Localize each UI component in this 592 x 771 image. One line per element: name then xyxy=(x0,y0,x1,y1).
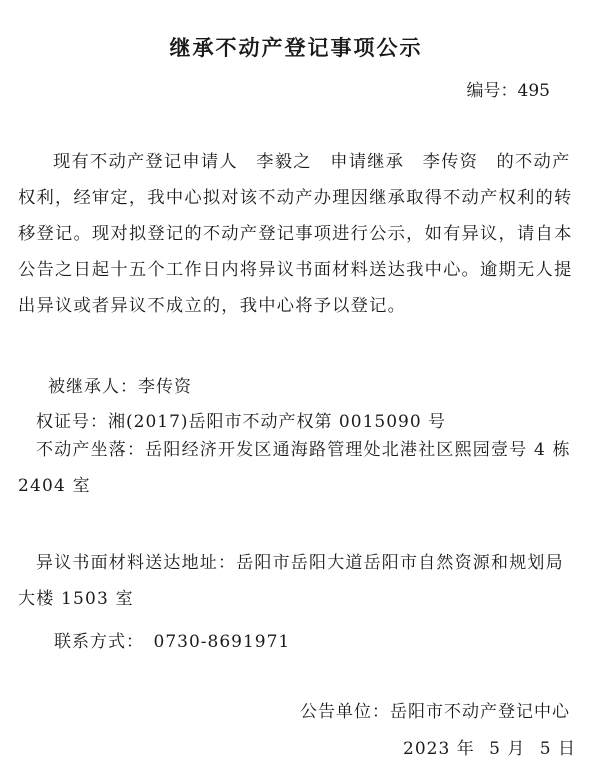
contact-line: 联系方式： 0730-8691971 xyxy=(54,632,291,652)
notice-number-label: 编号： xyxy=(466,81,518,101)
property-location: 不动产坐落：岳阳经济开发区通海路管理处北港社区熙园壹号 4 栋 2404 室 xyxy=(18,440,571,496)
notice-body: 现有不动产登记申请人 李毅之 申请继承 李传资 的不动产权利，经审定，我中心拟对该不动产办理因继承取得不动产权利的转移登记。现对拟登记的不动产登记事项进行公示，如有异议，请自本公告之日起十五个工作日内将异议书面材料送达我中心。逾期无人提出异议或者异议不成立的，我中心将予以登记。 xyxy=(18,152,573,316)
notice-number xyxy=(467,76,550,101)
date-month: 5 xyxy=(489,739,501,759)
date-month-unit: 月 xyxy=(507,739,526,759)
date-day: 5 xyxy=(539,739,552,759)
notice-title: 继承不动产登记事项公示 xyxy=(169,36,423,60)
date-year: 2023 xyxy=(403,739,451,759)
notice-number-value: 495 xyxy=(517,81,550,101)
date-day-unit: 日 xyxy=(558,739,576,759)
date-year-unit: 年 xyxy=(456,739,475,759)
certificate-line: 权证号：湘(2017)岳阳市不动产权第 0015090 号 xyxy=(36,412,447,432)
objection-address: 异议书面材料送达地址：岳阳市岳阳大道岳阳市自然资源和规划局大楼 1503 室 xyxy=(18,553,564,609)
issuer-line: 公告单位：岳阳市不动产登记中心 xyxy=(300,702,570,722)
notice-date xyxy=(403,734,576,759)
decedent-line: 被继承人：李传资 xyxy=(48,377,192,397)
